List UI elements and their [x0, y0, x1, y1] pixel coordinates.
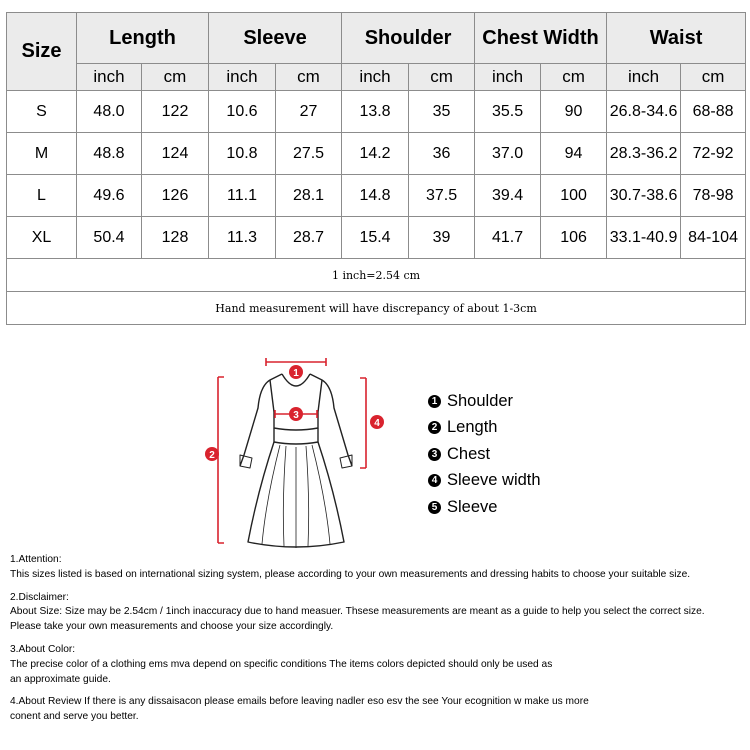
legend-label: Sleeve: [447, 497, 498, 516]
header-waist: Waist: [607, 13, 746, 64]
table-cell: 72-92: [681, 133, 746, 175]
note-about-review: [10, 695, 745, 725]
table-cell: 14.2: [342, 133, 409, 175]
note-text: Please take your own measurements and choose your size accordingly.: [10, 621, 334, 633]
unit-cell: cm: [276, 64, 342, 91]
legend-number: 2: [428, 421, 441, 434]
table-cell: 128: [142, 217, 209, 259]
table-cell: 48.0: [77, 91, 142, 133]
table-cell: 15.4: [342, 217, 409, 259]
table-cell: 35: [409, 91, 475, 133]
units-row: [7, 64, 746, 91]
unit-cell: inch: [342, 64, 409, 91]
marker-4: [370, 415, 384, 429]
table-cell: 37.0: [475, 133, 541, 175]
svg-text:3: 3: [293, 410, 299, 421]
table-cell: 28.7: [276, 217, 342, 259]
legend-item-shoulder: [428, 388, 541, 415]
note-text: The precise color of a clothing ems mva depend on specific conditions The items colors depicted should only be used as: [10, 658, 553, 670]
header-chest-width: Chest Width: [475, 13, 607, 64]
table-cell: 100: [541, 175, 607, 217]
table-cell: 90: [541, 91, 607, 133]
measurement-legend: [428, 388, 541, 521]
table-cell: 122: [142, 91, 209, 133]
note-disclaimer: [10, 591, 745, 635]
unit-cell: cm: [681, 64, 746, 91]
unit-cell: cm: [409, 64, 475, 91]
note-text: This sizes listed is based on international sizing system, please according to your own measurements and dressing habits to choose your suitable size.: [10, 568, 691, 580]
table-cell: 35.5: [475, 91, 541, 133]
note-title: 2.Disclaimer:: [10, 591, 69, 603]
table-cell: 84-104: [681, 217, 746, 259]
notes-section: [10, 553, 745, 733]
table-cell: 13.8: [342, 91, 409, 133]
table-cell: 11.1: [209, 175, 276, 217]
table-cell: 39.4: [475, 175, 541, 217]
legend-number: 5: [428, 501, 441, 514]
table-cell: 30.7-38.6: [607, 175, 681, 217]
size-cell: L: [7, 175, 77, 217]
legend-number: 3: [428, 448, 441, 461]
table-cell: 11.3: [209, 217, 276, 259]
table-cell: 36: [409, 133, 475, 175]
note-title: 1.Attention:: [10, 554, 62, 565]
table-cell: 28.3-36.2: [607, 133, 681, 175]
conversion-row: [7, 259, 746, 292]
table-cell: 10.8: [209, 133, 276, 175]
legend-label: Chest: [447, 444, 491, 463]
unit-cell: inch: [607, 64, 681, 91]
marker-3: [289, 407, 303, 421]
unit-cell: cm: [541, 64, 607, 91]
legend-label: Length: [447, 418, 498, 437]
table-cell: 68-88: [681, 91, 746, 133]
legend-item-length: [428, 415, 541, 442]
legend-number: 1: [428, 395, 441, 408]
legend-item-sleeve: [428, 494, 541, 521]
table-cell: 26.8-34.6: [607, 91, 681, 133]
note-title: 3.About Color:: [10, 643, 76, 655]
note-title: 4.About Review If there is any dissaisacon please emails before leaving nadler eso esv the see Your ecognition w make us more: [10, 696, 589, 708]
size-cell: XL: [7, 217, 77, 259]
header-shoulder: Shoulder: [342, 13, 475, 64]
marker-1: [289, 365, 303, 379]
dress-measurement-diagram: [200, 350, 400, 550]
table-cell: 41.7: [475, 217, 541, 259]
marker-2: [205, 447, 219, 461]
table-row: [7, 133, 746, 175]
note-text: conent and serve you better.: [10, 711, 139, 723]
table-cell: 37.5: [409, 175, 475, 217]
legend-item-sleeve-width: [428, 468, 541, 495]
header-row: [7, 13, 746, 64]
table-cell: 78-98: [681, 175, 746, 217]
dress-outline: [240, 374, 352, 548]
legend-number: 4: [428, 474, 441, 487]
table-cell: 27: [276, 91, 342, 133]
unit-cell: inch: [77, 64, 142, 91]
unit-cell: cm: [142, 64, 209, 91]
size-cell: S: [7, 91, 77, 133]
table-cell: 124: [142, 133, 209, 175]
note-text: an approximate guide.: [10, 673, 111, 685]
table-cell: 48.8: [77, 133, 142, 175]
discrepancy-note: Hand measurement will have discrepancy of about 1-3cm: [7, 292, 746, 325]
table-row: [7, 217, 746, 259]
note-text: About Size: Size may be 2.54cm / 1inch inaccuracy due to hand measuer. Thsese measurements are meant as a guide to help you select the correct size.: [10, 606, 705, 618]
table-cell: 126: [142, 175, 209, 217]
length-line: [218, 377, 224, 543]
note-attention: [10, 553, 745, 583]
size-chart-table: [6, 12, 746, 325]
header-sleeve: Sleeve: [209, 13, 342, 64]
unit-cell: inch: [475, 64, 541, 91]
header-length: Length: [77, 13, 209, 64]
legend-label: Shoulder: [447, 391, 514, 410]
shoulder-line: [266, 358, 326, 366]
discrepancy-row: [7, 292, 746, 325]
svg-text:4: 4: [374, 418, 380, 429]
svg-text:1: 1: [293, 368, 299, 379]
table-cell: 49.6: [77, 175, 142, 217]
table-cell: 10.6: [209, 91, 276, 133]
table-cell: 27.5: [276, 133, 342, 175]
table-cell: 94: [541, 133, 607, 175]
table-row: [7, 175, 746, 217]
unit-cell: inch: [209, 64, 276, 91]
table-cell: 28.1: [276, 175, 342, 217]
table-cell: 39: [409, 217, 475, 259]
sleeve-width-line: [360, 378, 366, 468]
legend-item-chest: [428, 441, 541, 468]
size-cell: M: [7, 133, 77, 175]
note-about-color: [10, 643, 745, 687]
header-size: Size: [7, 13, 77, 91]
table-cell: 33.1-40.9: [607, 217, 681, 259]
conversion-note: 1 inch=2.54 cm: [7, 259, 746, 292]
legend-label: Sleeve width: [447, 471, 541, 490]
table-row: [7, 91, 746, 133]
table-cell: 14.8: [342, 175, 409, 217]
table-cell: 50.4: [77, 217, 142, 259]
table-cell: 106: [541, 217, 607, 259]
svg-text:2: 2: [209, 450, 215, 461]
